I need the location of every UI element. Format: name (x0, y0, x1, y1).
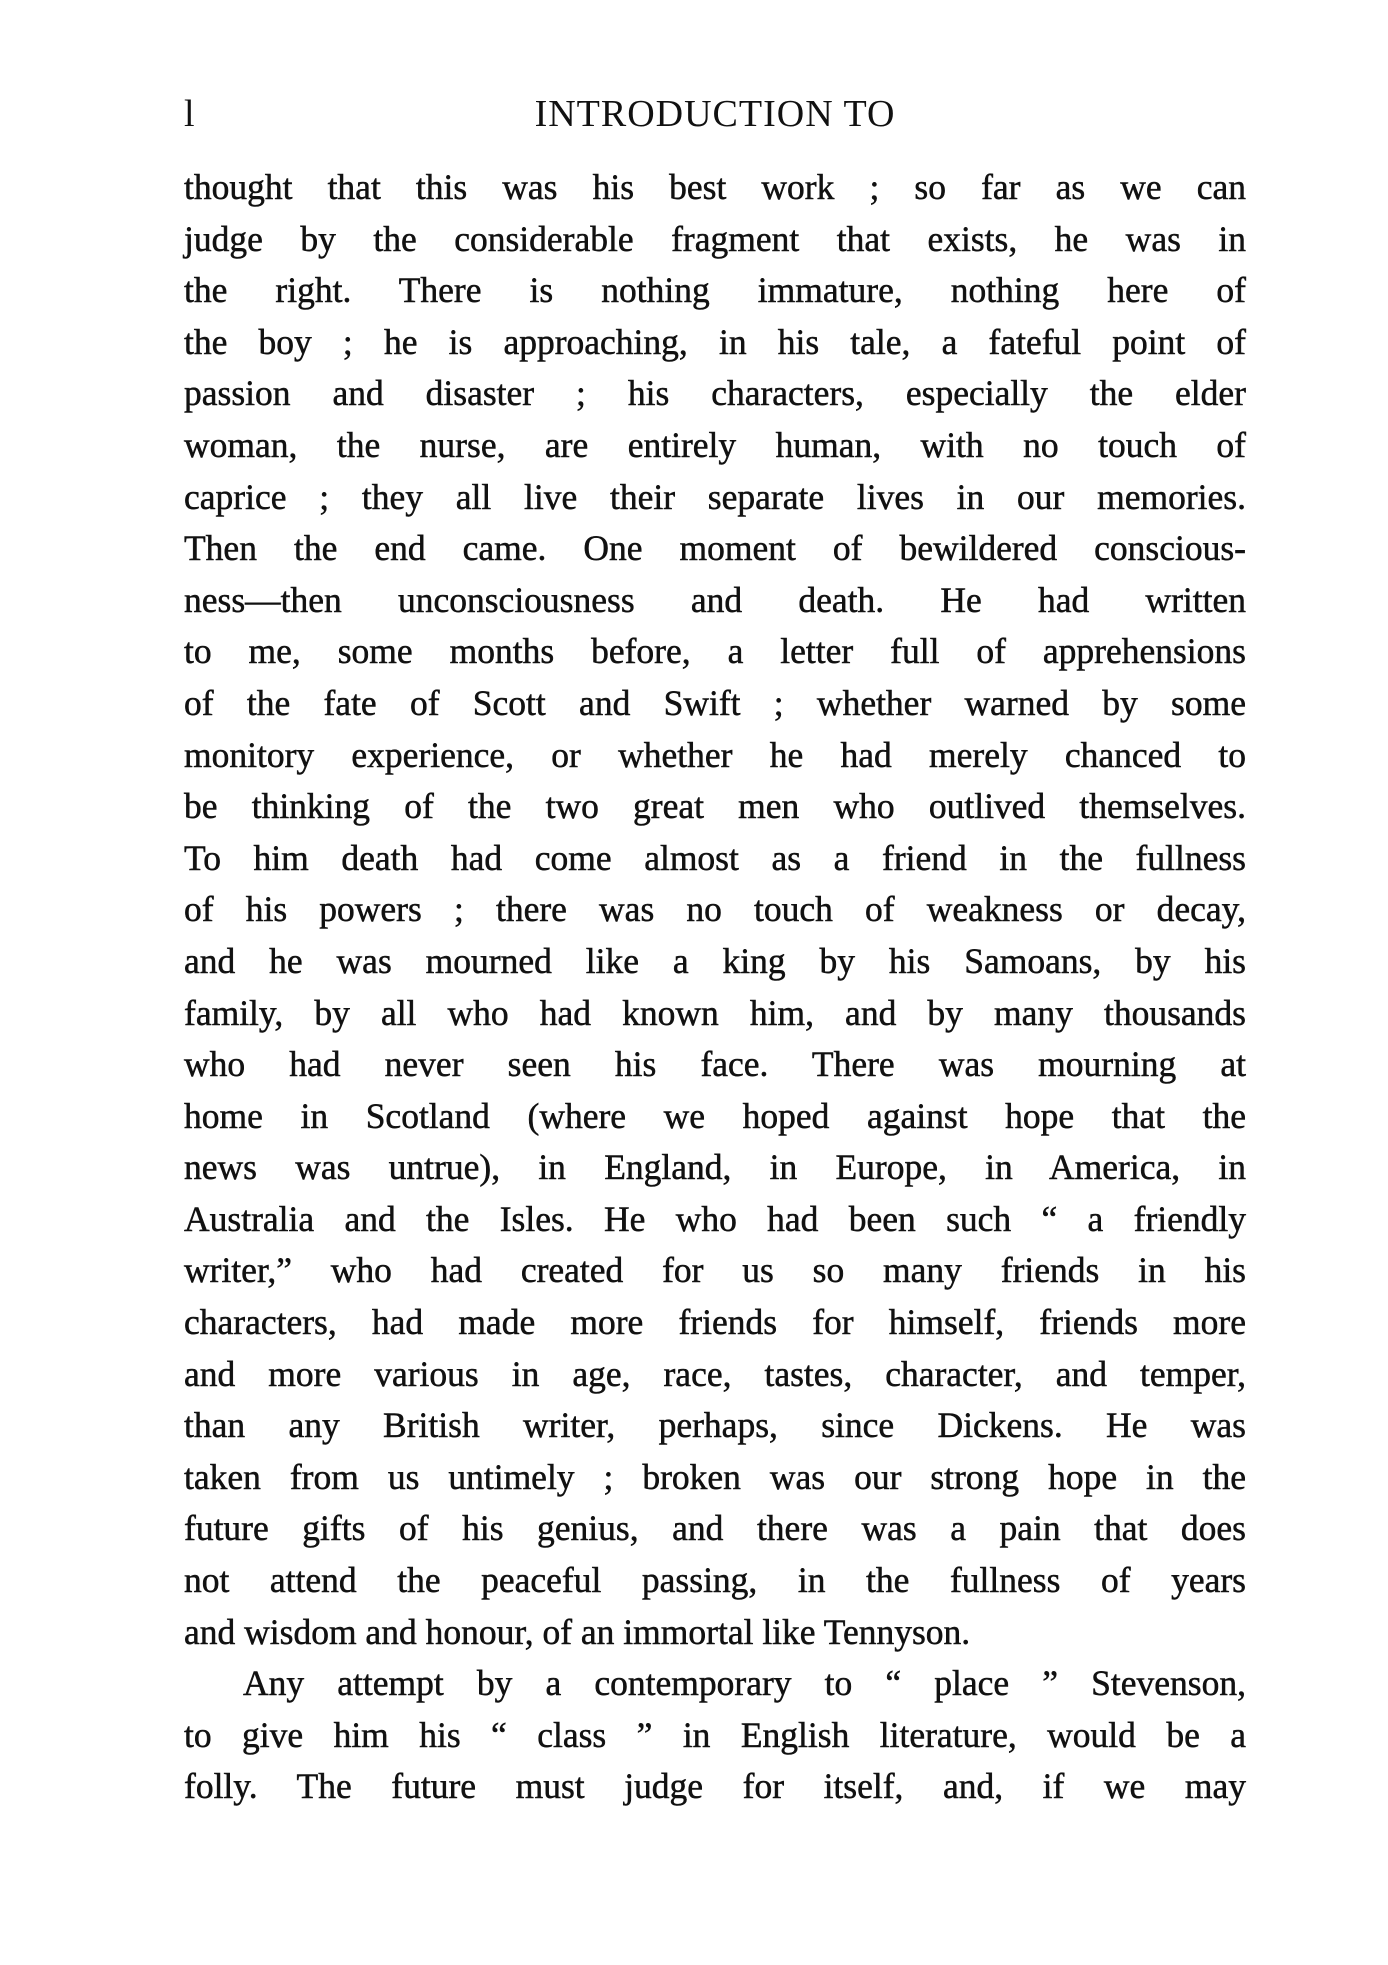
text-line: home in Scotland (where we hoped against hope that the (184, 1095, 1246, 1136)
text-line: of his powers ; there was no touch of weakness or decay, (184, 889, 1246, 930)
text-line: and he was mourned like a king by his Samoans, by his (184, 940, 1246, 981)
text-line: to me, some months before, a letter full of apprehensions (184, 631, 1246, 672)
text-line: of the fate of Scott and Swift ; whether warned by some (184, 682, 1246, 723)
text-line: not attend the peaceful passing, in the fullness of years (184, 1560, 1246, 1601)
running-title: INTRODUCTION TO (534, 93, 896, 135)
text-line: be thinking of the two great men who outlived themselves. (184, 786, 1246, 827)
text-line: family, by all who had known him, and by many thousands (184, 992, 1246, 1033)
text-line: the boy ; he is approaching, in his tale, a fateful point of (184, 321, 1246, 362)
text-line: Any attempt by a contemporary to “ place ” Stevenson, (243, 1663, 1246, 1704)
text-line: news was untrue), in England, in Europe, in America, in (184, 1147, 1246, 1188)
text-line: and wisdom and honour, of an immortal like Tennyson. (184, 1611, 971, 1652)
text-line: monitory experience, or whether he had merely chanced to (184, 734, 1246, 775)
text-line: Then the end came. One moment of bewildered conscious- (184, 528, 1246, 569)
text-line: future gifts of his genius, and there was a pain that does (184, 1508, 1246, 1549)
text-line: taken from us untimely ; broken was our strong hope in the (184, 1456, 1246, 1497)
text-line: Australia and the Isles. He who had been such “ a friendly (184, 1198, 1246, 1239)
text-line: ness—then unconsciousness and death. He had written (184, 579, 1246, 620)
page-number: l (184, 93, 195, 135)
text-line: writer,” who had created for us so many friends in his (184, 1250, 1246, 1291)
text-line: folly. The future must judge for itself, and, if we may (184, 1766, 1246, 1807)
text-line: who had never seen his face. There was mourning at (184, 1044, 1246, 1085)
text-line: than any British writer, perhaps, since Dickens. He was (184, 1405, 1246, 1446)
text-line: woman, the nurse, are entirely human, with no touch of (184, 424, 1246, 465)
running-header (184, 92, 1246, 144)
text-line: and more various in age, race, tastes, character, and temper, (184, 1353, 1246, 1394)
text-line: the right. There is nothing immature, nothing here of (184, 270, 1246, 311)
body-text (184, 162, 1246, 1813)
text-line: to give him his “ class ” in English literature, would be a (184, 1714, 1246, 1755)
text-line: judge by the considerable fragment that exists, he was in (184, 218, 1246, 259)
text-line: passion and disaster ; his characters, especially the elder (184, 373, 1246, 414)
text-line: thought that this was his best work ; so far as we can (184, 167, 1246, 207)
text-line: caprice ; they all live their separate lives in our memories. (184, 476, 1246, 517)
text-line: To him death had come almost as a friend in the fullness (184, 837, 1246, 878)
text-line: characters, had made more friends for himself, friends more (184, 1302, 1246, 1343)
